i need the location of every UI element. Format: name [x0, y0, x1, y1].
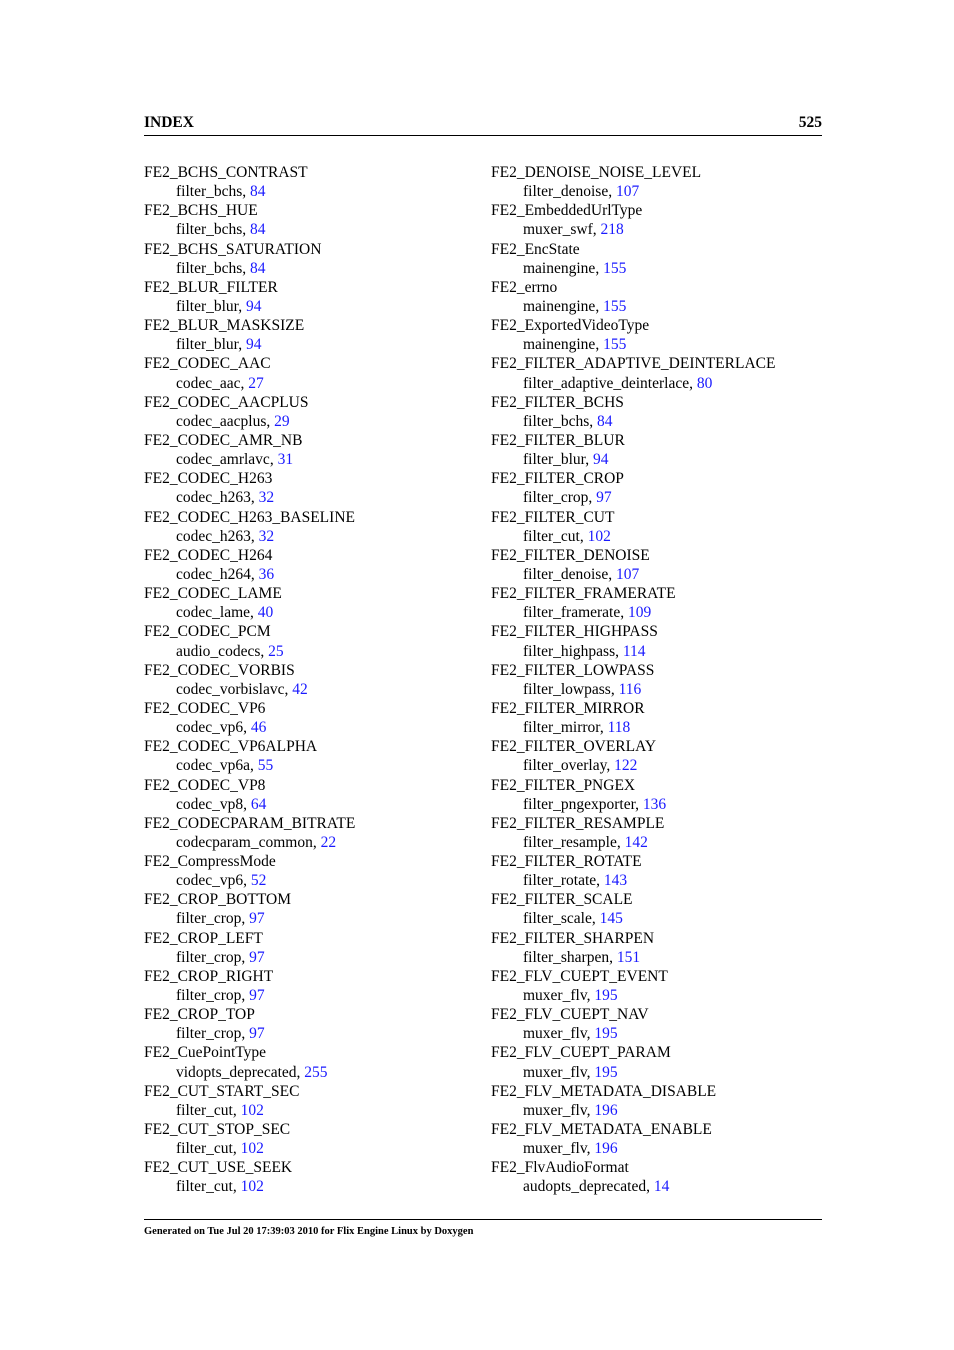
index-file-name: filter_pngexporter [523, 795, 636, 813]
index-term: FE2_FILTER_BCHS [491, 393, 624, 411]
index-term: FE2_FILTER_LOWPASS [491, 661, 655, 679]
index-term: FE2_FLV_METADATA_DISABLE [491, 1082, 717, 1100]
page-link[interactable]: 107 [615, 183, 640, 201]
index-file-name: codec_vp6 [176, 719, 244, 737]
index-term: FE2_CompressMode [144, 853, 276, 871]
index-file-name: codecparam_common [176, 833, 313, 851]
page-link[interactable]: 255 [304, 1063, 328, 1081]
index-term: FE2_CODEC_VP6 [144, 699, 266, 717]
index-term: FE2_CODEC_LAME [144, 585, 282, 603]
page-link[interactable]: 64 [250, 795, 267, 813]
index-file-name: filter_crop [176, 910, 242, 928]
page-link[interactable]: 102 [240, 1101, 264, 1119]
index-term: FE2_BCHS_HUE [144, 202, 258, 220]
index-entry [491, 240, 821, 278]
index-subentry: filter_denoise, 107 [523, 565, 640, 583]
index-term: FE2_FLV_METADATA_ENABLE [491, 1121, 712, 1139]
page-link[interactable]: 84 [250, 183, 266, 201]
page-link[interactable]: 195 [594, 987, 618, 1005]
index-term: FE2_BCHS_SATURATION [144, 240, 322, 258]
index-term: FE2_FILTER_CROP [491, 470, 624, 488]
index-subentry: filter_bchs, 84 [176, 259, 266, 277]
index-file-name: filter_highpass [523, 642, 616, 660]
index-term: FE2_CODEC_AACPLUS [144, 393, 309, 411]
index-term: FE2_CODEC_VP8 [144, 776, 266, 794]
index-term: FE2_CODECPARAM_BITRATE [144, 814, 356, 832]
index-entry [491, 163, 821, 201]
index-file-name: codec_aacplus [176, 412, 267, 430]
index-term: FE2_FILTER_FRAMERATE [491, 585, 676, 603]
index-subentry: filter_bchs, 84 [176, 183, 266, 201]
index-term: FE2_CROP_BOTTOM [144, 891, 291, 909]
index-file-name: muxer_flv [523, 1101, 587, 1119]
index-entry [491, 776, 821, 814]
index-entry [491, 737, 821, 775]
index-subentry: muxer_flv, 195 [523, 1025, 618, 1043]
index-term: FE2_CODEC_AMR_NB [144, 431, 303, 449]
index-entry [144, 1082, 474, 1120]
page-link[interactable]: 36 [258, 565, 275, 583]
index-file-name: filter_crop [176, 948, 242, 966]
index-file-name: filter_crop [176, 987, 242, 1005]
index-file-name: muxer_swf [523, 221, 593, 239]
index-subentry: codec_h263, 32 [176, 489, 275, 507]
index-term: FE2_errno [491, 278, 558, 296]
index-subentry: filter_resample, 142 [523, 833, 648, 851]
index-file-name: codec_vp6a [176, 757, 251, 775]
page-link[interactable]: 94 [592, 451, 609, 469]
index-file-name: audopts_deprecated [523, 1178, 647, 1196]
page-link[interactable]: 97 [596, 489, 612, 507]
page-link[interactable]: 136 [642, 795, 667, 813]
footer-text: Generated on Tue Jul 20 17:39:03 2010 for Flix Engine Linux by Doxygen [144, 1226, 474, 1237]
index-file-name: filter_denoise [523, 565, 609, 583]
index-term: FE2_BLUR_MASKSIZE [144, 317, 305, 335]
index-subentry: mainengine, 155 [523, 336, 627, 354]
page-link[interactable]: 196 [594, 1140, 618, 1158]
index-subentry: codec_aacplus, 29 [176, 412, 290, 430]
page-header [144, 113, 822, 136]
page-link[interactable]: 55 [257, 757, 274, 775]
index-file-name: filter_bchs [176, 183, 243, 201]
index-entry [491, 622, 821, 660]
index-entry [491, 1082, 821, 1120]
page-link[interactable]: 27 [248, 374, 264, 392]
index-entry [144, 469, 474, 507]
index-term: FE2_CUT_STOP_SEC [144, 1121, 291, 1139]
page-link[interactable]: 109 [628, 604, 652, 622]
index-entry [491, 929, 821, 967]
index-file-name: vidopts_deprecated [176, 1063, 297, 1081]
index-subentry: filter_highpass, 114 [523, 642, 646, 660]
index-subentry: mainengine, 155 [523, 297, 627, 315]
index-file-name: mainengine [523, 336, 596, 354]
index-subentry: muxer_flv, 195 [523, 1063, 618, 1081]
index-subentry: filter_sharpen, 151 [523, 948, 641, 966]
index-subentry: codec_aac, 27 [176, 374, 264, 392]
index-file-name: filter_bchs [176, 221, 243, 239]
index-term: FE2_CROP_RIGHT [144, 967, 274, 985]
index-entry [144, 163, 474, 201]
index-subentry: filter_crop, 97 [523, 489, 612, 507]
index-term: FE2_FILTER_RESAMPLE [491, 814, 665, 832]
index-term: FE2_CODEC_H263_BASELINE [144, 508, 355, 526]
index-term: FE2_FILTER_OVERLAY [491, 738, 657, 756]
index-file-name: filter_blur [176, 336, 239, 354]
index-entry [491, 278, 821, 316]
index-column-right [491, 163, 821, 1197]
index-file-name: filter_lowpass [523, 680, 611, 698]
page-link[interactable]: 97 [249, 987, 265, 1005]
page-link[interactable]: 155 [603, 336, 627, 354]
index-file-name: codec_amrlavc [176, 451, 270, 469]
index-term: FE2_FILTER_DENOISE [491, 546, 650, 564]
index-entry [491, 1043, 821, 1081]
index-file-name: codec_h263 [176, 489, 251, 507]
index-entry [491, 967, 821, 1005]
index-entry [144, 814, 474, 852]
index-term: FE2_BLUR_FILTER [144, 278, 278, 296]
index-subentry: filter_mirror, 118 [523, 719, 631, 737]
page-link[interactable]: 195 [594, 1063, 618, 1081]
index-entry [144, 852, 474, 890]
index-subentry: filter_lowpass, 116 [523, 680, 642, 698]
page-link[interactable]: 218 [600, 221, 624, 239]
page-link[interactable]: 84 [597, 412, 613, 430]
index-subentry: filter_crop, 97 [176, 1025, 265, 1043]
index-entry [144, 967, 474, 1005]
page-link[interactable]: 52 [250, 872, 267, 890]
index-entry [491, 1120, 821, 1158]
index-subentry: muxer_flv, 195 [523, 987, 618, 1005]
index-file-name: muxer_flv [523, 1140, 587, 1158]
index-term: FE2_CODEC_VORBIS [144, 661, 295, 679]
index-term: FE2_EncState [491, 240, 580, 258]
index-file-name: muxer_flv [523, 1025, 587, 1043]
page-link[interactable]: 29 [274, 412, 290, 430]
index-subentry: codec_vorbislavc, 42 [176, 680, 308, 698]
index-term: FE2_CuePointType [144, 1044, 267, 1062]
index-file-name: filter_mirror [523, 719, 600, 737]
index-subentry: muxer_flv, 196 [523, 1101, 618, 1119]
index-file-name: filter_crop [523, 489, 589, 507]
index-term: FE2_FILTER_SHARPEN [491, 929, 655, 947]
index-subentry: filter_crop, 97 [176, 948, 265, 966]
index-file-name: filter_sharpen [523, 948, 610, 966]
index-entry [144, 354, 474, 392]
index-entry [491, 201, 821, 239]
page-link[interactable]: 97 [249, 910, 265, 928]
index-file-name: filter_cut [176, 1178, 233, 1196]
index-term: FE2_CODEC_PCM [144, 623, 271, 641]
index-subentry: filter_adaptive_deinterlace, 80 [523, 374, 713, 392]
index-file-name: filter_resample [523, 833, 617, 851]
index-file-name: filter_cut [523, 527, 580, 545]
header-page-number: 525 [798, 114, 822, 131]
index-subentry: filter_bchs, 84 [523, 412, 613, 430]
index-entry [491, 546, 821, 584]
index-term: FE2_FlvAudioFormat [491, 1159, 629, 1177]
page-link[interactable]: 102 [240, 1140, 264, 1158]
index-entry [144, 393, 474, 431]
index-entry [491, 852, 821, 890]
index-term: FE2_CUT_USE_SEEK [144, 1159, 293, 1177]
index-entry [491, 699, 821, 737]
index-entry [144, 584, 474, 622]
page-link[interactable]: 14 [653, 1178, 670, 1196]
page-link[interactable]: 22 [320, 833, 337, 851]
index-entry [491, 890, 821, 928]
index-term: FE2_CODEC_H264 [144, 546, 273, 564]
index-file-name: filter_denoise [523, 183, 609, 201]
index-entry [491, 354, 821, 392]
index-file-name: mainengine [523, 297, 596, 315]
index-subentry: vidopts_deprecated, 255 [176, 1063, 328, 1081]
index-subentry: filter_blur, 94 [176, 336, 262, 354]
index-entry [144, 316, 474, 354]
page-link[interactable]: 97 [249, 1025, 265, 1043]
index-term: FE2_FILTER_CUT [491, 508, 615, 526]
index-file-name: filter_crop [176, 1025, 242, 1043]
index-entry [144, 546, 474, 584]
index-entry [491, 316, 821, 354]
page-footer [144, 1219, 822, 1239]
page-link[interactable]: 143 [603, 872, 628, 890]
index-subentry: codec_vp6, 46 [176, 719, 267, 737]
index-term: FE2_CODEC_AAC [144, 355, 271, 373]
index-term: FE2_DENOISE_NOISE_LEVEL [491, 164, 702, 181]
index-subentry: audopts_deprecated, 14 [523, 1178, 670, 1196]
page-link[interactable]: 122 [614, 757, 638, 775]
index-file-name: filter_rotate [523, 872, 597, 890]
index-entry [144, 431, 474, 469]
page-link[interactable]: 155 [603, 259, 627, 277]
page-link[interactable]: 142 [624, 833, 648, 851]
index-subentry: filter_overlay, 122 [523, 757, 638, 775]
page-link[interactable]: 102 [587, 527, 611, 545]
index-subentry: codec_lame, 40 [176, 604, 274, 622]
index-entry [144, 890, 474, 928]
index-file-name: filter_overlay [523, 757, 607, 775]
page-link[interactable]: 94 [245, 336, 262, 354]
index-file-name: filter_blur [523, 451, 586, 469]
index-subentry: filter_bchs, 84 [176, 221, 266, 239]
index-subentry: filter_rotate, 143 [523, 872, 628, 890]
index-file-name: codec_h264 [176, 565, 251, 583]
index-file-name: mainengine [523, 259, 596, 277]
index-term: FE2_FILTER_BLUR [491, 431, 625, 449]
index-entry [491, 469, 821, 507]
index-entry [491, 661, 821, 699]
page-link[interactable]: 31 [277, 451, 294, 469]
index-term: FE2_FLV_CUEPT_EVENT [491, 967, 668, 985]
index-entry [144, 240, 474, 278]
index-file-name: codec_vp8 [176, 795, 244, 813]
index-entry [144, 508, 474, 546]
page-link[interactable]: 102 [240, 1178, 264, 1196]
index-entry [144, 737, 474, 775]
index-subentry: audio_codecs, 25 [176, 642, 284, 660]
index-subentry: codec_h263, 32 [176, 527, 275, 545]
index-entry [144, 699, 474, 737]
page-link[interactable]: 107 [615, 565, 640, 583]
index-term: FE2_BCHS_CONTRAST [144, 164, 308, 181]
index-file-name: filter_framerate [523, 604, 621, 622]
page-link[interactable]: 80 [696, 374, 713, 392]
index-subentry: filter_blur, 94 [176, 297, 262, 315]
index-file-name: muxer_flv [523, 987, 587, 1005]
index-subentry: muxer_flv, 196 [523, 1140, 618, 1158]
page-link[interactable]: 40 [257, 604, 274, 622]
page-link[interactable]: 116 [618, 680, 642, 698]
page-link[interactable]: 195 [594, 1025, 618, 1043]
index-entry [144, 776, 474, 814]
index-term: FE2_CODEC_H263 [144, 470, 273, 488]
page-link[interactable]: 32 [258, 527, 275, 545]
index-entry [491, 1158, 821, 1196]
index-subentry: codec_vp6a, 55 [176, 757, 274, 775]
index-term: FE2_FILTER_HIGHPASS [491, 623, 658, 641]
index-subentry: filter_cut, 102 [176, 1101, 264, 1119]
index-subentry: filter_crop, 97 [176, 910, 265, 928]
index-subentry: filter_pngexporter, 136 [523, 795, 667, 813]
index-entry [144, 929, 474, 967]
page-link[interactable]: 196 [594, 1101, 618, 1119]
index-file-name: codec_vp6 [176, 872, 244, 890]
index-term: FE2_ExportedVideoType [491, 317, 650, 335]
index-term: FE2_FLV_CUEPT_PARAM [491, 1044, 671, 1062]
page-link[interactable]: 84 [250, 259, 266, 277]
index-subentry: codec_amrlavc, 31 [176, 451, 294, 469]
index-subentry: filter_framerate, 109 [523, 604, 652, 622]
index-entry [144, 1120, 474, 1158]
page-link[interactable]: 94 [245, 297, 262, 315]
index-subentry: codec_vp8, 64 [176, 795, 267, 813]
index-column-left [144, 163, 474, 1197]
index-term: FE2_FILTER_PNGEX [491, 776, 636, 794]
index-subentry: filter_cut, 102 [176, 1140, 264, 1158]
header-title: INDEX [144, 114, 194, 131]
page-link[interactable]: 114 [622, 642, 646, 660]
index-entry [491, 584, 821, 622]
index-subentry: filter_crop, 97 [176, 987, 265, 1005]
index-term: FE2_CROP_TOP [144, 1006, 255, 1024]
index-term: FE2_FILTER_ADAPTIVE_DEINTERLACE [491, 355, 776, 373]
index-file-name: filter_adaptive_deinterlace [523, 374, 690, 392]
index-entry [144, 1158, 474, 1196]
index-subentry: mainengine, 155 [523, 259, 627, 277]
index-entry [491, 431, 821, 469]
index-subentry: filter_scale, 145 [523, 910, 623, 928]
index-file-name: filter_cut [176, 1101, 233, 1119]
page-link[interactable]: 46 [250, 719, 267, 737]
index-file-name: filter_blur [176, 297, 239, 315]
page-link[interactable]: 32 [258, 489, 275, 507]
index-term: FE2_FLV_CUEPT_NAV [491, 1006, 649, 1024]
index-subentry: filter_cut, 102 [176, 1178, 264, 1196]
page-link[interactable]: 145 [599, 910, 623, 928]
index-term: FE2_CUT_START_SEC [144, 1082, 300, 1100]
page-link[interactable]: 42 [292, 680, 308, 698]
index-term: FE2_FILTER_SCALE [491, 891, 633, 909]
page-link[interactable]: 151 [616, 948, 641, 966]
index-file-name: codec_h263 [176, 527, 251, 545]
index-file-name: codec_vorbislavc [176, 680, 285, 698]
page-link[interactable]: 118 [607, 719, 631, 737]
index-entry [144, 622, 474, 660]
index-subentry: codec_vp6, 52 [176, 872, 267, 890]
index-entry [144, 201, 474, 239]
index-file-name: filter_scale [523, 910, 592, 928]
index-entry [144, 1043, 474, 1081]
index-entry [144, 661, 474, 699]
index-entry [491, 393, 821, 431]
index-file-name: codec_aac [176, 374, 241, 392]
index-subentry: codecparam_common, 22 [176, 833, 337, 851]
index-file-name: filter_bchs [523, 412, 590, 430]
index-term: FE2_FILTER_MIRROR [491, 699, 645, 717]
index-entry [491, 508, 821, 546]
index-term: FE2_CROP_LEFT [144, 929, 263, 947]
index-file-name: muxer_flv [523, 1063, 587, 1081]
index-entry [491, 1005, 821, 1043]
index-term: FE2_EmbeddedUrlType [491, 202, 643, 220]
page-link[interactable]: 84 [250, 221, 266, 239]
index-term: FE2_FILTER_ROTATE [491, 853, 642, 871]
index-file-name: audio_codecs [176, 642, 261, 660]
index-entry [491, 814, 821, 852]
index-file-name: filter_bchs [176, 259, 243, 277]
index-subentry: filter_cut, 102 [523, 527, 611, 545]
index-subentry: filter_blur, 94 [523, 451, 609, 469]
page-link[interactable]: 97 [249, 948, 265, 966]
index-entry [144, 278, 474, 316]
index-file-name: codec_lame [176, 604, 251, 622]
index-term: FE2_CODEC_VP6ALPHA [144, 738, 318, 756]
page-link[interactable]: 155 [603, 297, 627, 315]
page-link[interactable]: 25 [268, 642, 284, 660]
index-subentry: filter_denoise, 107 [523, 183, 640, 201]
index-entry [144, 1005, 474, 1043]
index-subentry: muxer_swf, 218 [523, 221, 624, 239]
index-subentry: codec_h264, 36 [176, 565, 275, 583]
index-file-name: filter_cut [176, 1140, 233, 1158]
